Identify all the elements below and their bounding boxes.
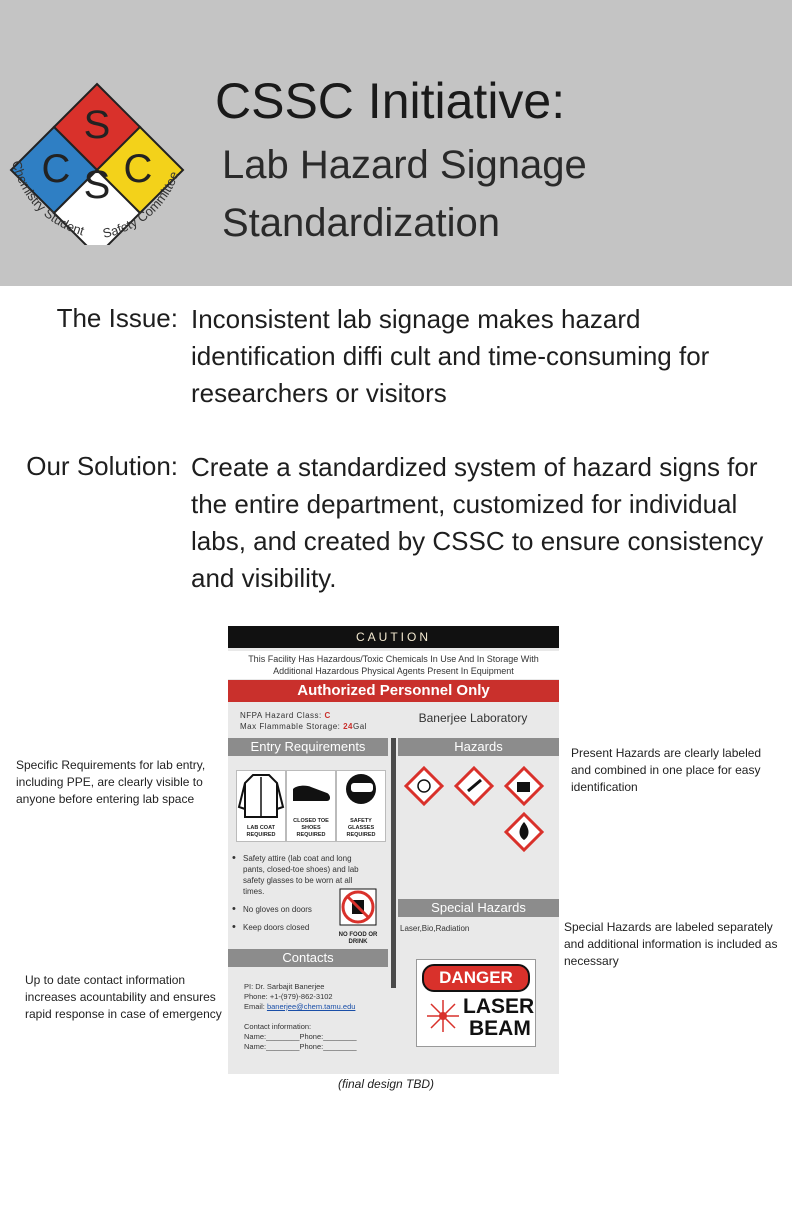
issue-label: The Issue: <box>56 303 178 333</box>
issue-text: Inconsistent lab signage makes hazard identification diffi cult and time-consuming for researchers or visitors <box>191 304 710 408</box>
environment-hazard-icon <box>506 768 542 804</box>
special-hazards-text: Laser,Bio,Radiation <box>400 924 470 933</box>
nfpa-value: C <box>324 711 331 720</box>
danger-word: DANGER <box>422 964 530 992</box>
contact-line: Name:________Phone:________ <box>244 1032 357 1041</box>
hazards-bar: Hazards <box>398 738 559 756</box>
svg-text:S: S <box>83 103 111 147</box>
entry-requirements-bar: Entry Requirements <box>228 738 388 756</box>
caution-bar: CAUTION <box>228 626 559 648</box>
list-item: • Safety attire (lab coat and long pants, closed-toe shoes) and lab safety glasses to be worn at all times. <box>232 852 359 896</box>
ppe-icons <box>236 770 384 840</box>
beam-word: BEAM <box>469 1017 531 1040</box>
annotation-special-hazards: Special Hazards are labeled separately and additional information is included as necessary <box>564 920 778 968</box>
storage-unit: Gal <box>353 722 367 731</box>
corrosive-icon <box>406 768 442 804</box>
hazard-pictograms <box>404 766 554 866</box>
contact-line: Name:________Phone:________ <box>244 1042 357 1051</box>
safety-glasses-icon <box>336 770 386 842</box>
svg-text:S: S <box>83 163 111 207</box>
storage-value: 24 <box>343 722 354 731</box>
no-food-icon <box>338 887 378 943</box>
storage-label: Max Flammable Storage: <box>240 722 341 731</box>
special-hazards-bar: Special Hazards <box>398 899 559 917</box>
no-food-label: NO FOOD OR DRINK <box>338 932 378 945</box>
annotation-entry: Specific Requirements for lab entry, including PPE, are clearly visible to anyone before entering lab space <box>16 758 206 806</box>
authorized-bar: Authorized Personnel Only <box>228 680 559 702</box>
shoe-icon <box>286 770 336 842</box>
ppe-label: SAFETY GLASSES REQUIRED <box>346 818 376 838</box>
annotation-contacts: Up to date contact information increases acountability and ensures rapid response in case of emergency <box>25 973 222 1021</box>
pi-phone: Phone: +1-(979)-862-3102 <box>244 992 333 1001</box>
email-link[interactable]: banerjee@chem.tamu.edu <box>266 1002 356 1011</box>
svg-text:Chemistry Student: Chemistry Student <box>9 158 87 239</box>
svg-text:C: C <box>41 147 71 191</box>
contacts-bar: Contacts <box>228 949 388 967</box>
exclamation-icon <box>456 768 492 804</box>
sample-sign <box>228 626 559 1074</box>
laser-icon <box>425 998 461 1034</box>
email-label: Email: <box>244 1002 265 1011</box>
nfpa-info <box>240 710 400 732</box>
laser-danger-sign <box>416 959 536 1047</box>
page-title: CSSC Initiative: <box>215 73 566 129</box>
ppe-label: LAB COAT REQUIRED <box>246 825 276 838</box>
ppe-label: CLOSED TOE SHOES REQUIRED <box>293 818 329 838</box>
lab-coat-icon <box>236 770 286 842</box>
cssc-logo <box>8 70 186 245</box>
facility-notice: This Facility Has Hazardous/Toxic Chemicals In Use And In Storage With Additional Hazardous Physical Agents Present In Equipment <box>228 651 559 679</box>
lab-name: Banerjee Laboratory <box>418 711 528 725</box>
contact-info <box>244 982 389 1052</box>
caption: (final design TBD) <box>338 1077 435 1091</box>
svg-text:C: C <box>123 147 153 191</box>
list-item: • No gloves on doors <box>232 903 312 915</box>
svg-text:Safety Committee: Safety Committee <box>101 169 182 241</box>
solution-text: Create a standardized system of hazard signs for the entire department, customized for individual labs, and created by CSSC to ensure consistency and visibility. <box>191 452 764 593</box>
pi-name: PI: Dr. Sarbajit Banerjee <box>244 982 325 991</box>
contact-info-label: Contact information: <box>244 1022 312 1031</box>
nfpa-label: NFPA Hazard Class: <box>240 711 322 720</box>
flame-icon <box>506 814 542 850</box>
solution-label: Our Solution: <box>26 451 178 481</box>
list-item: • Keep doors closed <box>232 921 310 933</box>
laser-word: LASER <box>463 995 535 1018</box>
page-subtitle: Lab Hazard Signage Standardization <box>222 143 587 245</box>
annotation-hazards: Present Hazards are clearly labeled and combined in one place for easy identification <box>571 746 762 794</box>
sign-divider <box>391 738 396 988</box>
